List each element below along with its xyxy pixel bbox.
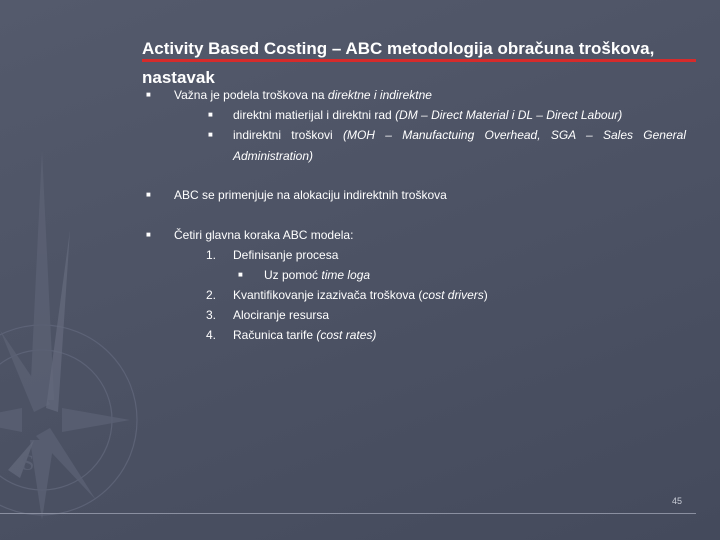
square-bullet-icon: ■ (208, 110, 213, 119)
step-text-end: ) (483, 288, 488, 302)
square-bullet-icon: ■ (146, 90, 151, 99)
substep-text: Uz pomoć (264, 268, 322, 282)
step-allocate-resources: Alociranje resursa (233, 308, 330, 322)
svg-text:S: S (22, 450, 35, 475)
substep-time-log (264, 267, 370, 283)
step-italic-text: (cost rates) (316, 328, 377, 342)
step-cost-drivers (233, 287, 488, 303)
square-bullet-icon: ■ (238, 270, 243, 279)
step-number: 4. (205, 328, 216, 342)
subbullet-italic-text: (MOH – Manufactuing Overhead, SGA – Sales General (342, 128, 686, 142)
step-cost-rates (233, 327, 376, 343)
subbullet-text: indirektni troškovi (233, 128, 343, 142)
bullet-importance-of-split (174, 87, 432, 103)
subbullet-indirect-costs (233, 127, 686, 143)
bullet-italic-text: direktne i indirektne (327, 88, 432, 102)
step-italic-text: cost drivers (422, 288, 484, 302)
title-underline (142, 59, 696, 62)
step-number: 2. (205, 288, 216, 302)
slide-title: Activity Based Costing – ABC metodologija obračuna troškova, nastavak (142, 39, 655, 87)
subbullet-text: direktni matierijal i direktni rad (233, 108, 396, 122)
bullet-text: Važna je podela troškova na (174, 88, 328, 102)
square-bullet-icon: ■ (146, 190, 151, 199)
step-text: Računica tarife (233, 328, 317, 342)
subbullet-italic-text: (DM – Direct Material i DL – Direct Labour) (395, 108, 623, 122)
page-number: 45 (672, 496, 683, 506)
subbullet-indirect-costs-cont (233, 148, 313, 164)
step-define-processes: Definisanje procesa (233, 248, 339, 262)
square-bullet-icon: ■ (146, 230, 151, 239)
step-number: 3. (205, 308, 216, 322)
step-number: 1. (205, 248, 216, 262)
subbullet-direct-costs (233, 107, 622, 123)
footer-divider (0, 513, 696, 514)
subbullet-italic-text: Administration) (233, 149, 314, 163)
bullet-four-steps: Četiri glavna koraka ABC modela: (174, 228, 354, 242)
substep-italic-text: time loga (321, 268, 371, 282)
step-text: Kvantifikovanje izazivača troškova ( (233, 288, 423, 302)
square-bullet-icon: ■ (208, 130, 213, 139)
bullet-abc-allocation: ABC se primenjuje na alokaciju indirektnih troškova (174, 188, 447, 202)
